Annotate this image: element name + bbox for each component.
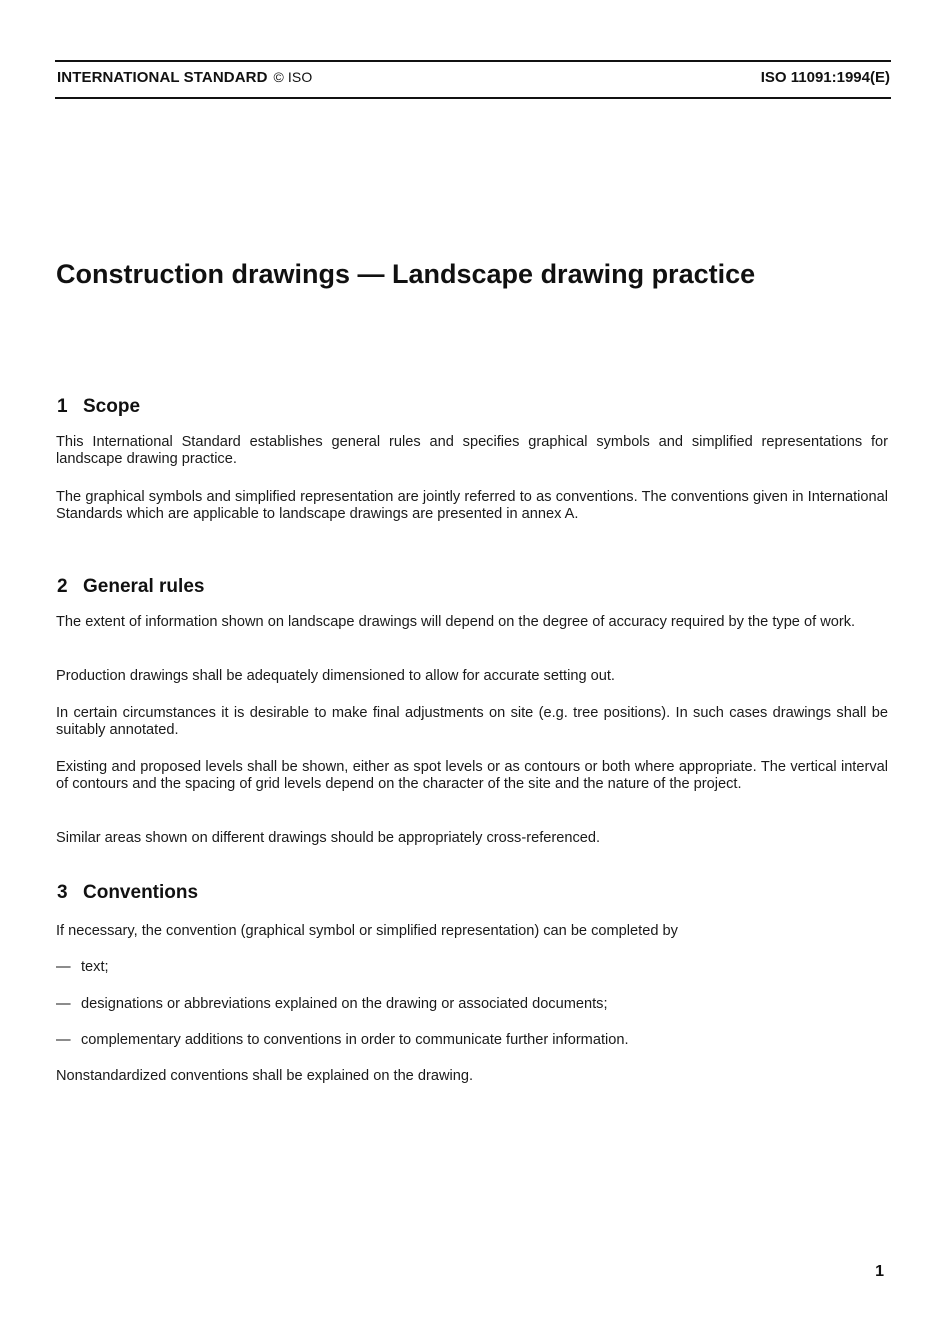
section-title: Conventions xyxy=(83,882,199,903)
header-left xyxy=(57,69,312,86)
general-rules-paragraph-2: Production drawings shall be adequately dimensioned to allow for accurate setting out. xyxy=(56,668,615,684)
list-item xyxy=(56,996,608,1013)
header-standard-number: ISO 11091:1994(E) xyxy=(760,69,890,86)
section-title: General rules xyxy=(83,576,205,597)
list-item-text: designations or abbreviations explained on the drawing or associated documents; xyxy=(81,996,608,1012)
list-item xyxy=(56,1032,629,1049)
general-rules-paragraph-4: Existing and proposed levels shall be shown, either as spot levels or as contours or both where appropriate. The vertical interval of contours and the spacing of grid levels depend on the character of the site and the nature of the project. xyxy=(56,759,888,792)
document-title: Construction drawings — Landscape drawing practice xyxy=(56,259,756,289)
general-rules-paragraph-5: Similar areas shown on different drawings should be appropriately cross-referenced. xyxy=(56,830,601,846)
list-item-text: text; xyxy=(81,959,109,975)
section-title: Scope xyxy=(83,396,141,417)
list-item-text: complementary additions to conventions in order to communicate further information. xyxy=(81,1032,629,1048)
header-copyright: © ISO xyxy=(273,69,313,85)
list-dash: — xyxy=(56,996,71,1012)
section-heading-general-rules xyxy=(57,576,204,598)
section-number: 2 xyxy=(57,576,68,597)
list-dash: — xyxy=(56,959,71,975)
conventions-closing: Nonstandardized conventions shall be explained on the drawing. xyxy=(56,1068,474,1084)
header-top-rule xyxy=(55,60,891,62)
scope-paragraph-1: This International Standard establishes general rules and specifies graphical symbols and simplified representations for landscape drawing practice. xyxy=(56,434,888,467)
list-item xyxy=(56,959,109,976)
scope-paragraph-2: The graphical symbols and simplified representation are jointly referred to as conventions. The conventions given in International Standards which are applicable to landscape drawings are presented in annex A. xyxy=(56,489,888,522)
list-dash: — xyxy=(56,1032,71,1048)
section-number: 3 xyxy=(57,882,68,903)
header-bottom-rule xyxy=(55,97,891,99)
section-number: 1 xyxy=(57,396,68,417)
header-standard-label: INTERNATIONAL STANDARD xyxy=(57,69,268,86)
general-rules-paragraph-1: The extent of information shown on landscape drawings will depend on the degree of accuracy required by the type of work. xyxy=(56,614,856,630)
section-heading-scope xyxy=(57,396,140,418)
section-heading-conventions xyxy=(57,882,198,904)
page-number: 1 xyxy=(875,1263,884,1280)
conventions-intro: If necessary, the convention (graphical symbol or simplified representation) can be completed by xyxy=(56,923,678,939)
general-rules-paragraph-3: In certain circumstances it is desirable to make final adjustments on site (e.g. tree positions). In such cases drawings shall be suitably annotated. xyxy=(56,705,888,738)
